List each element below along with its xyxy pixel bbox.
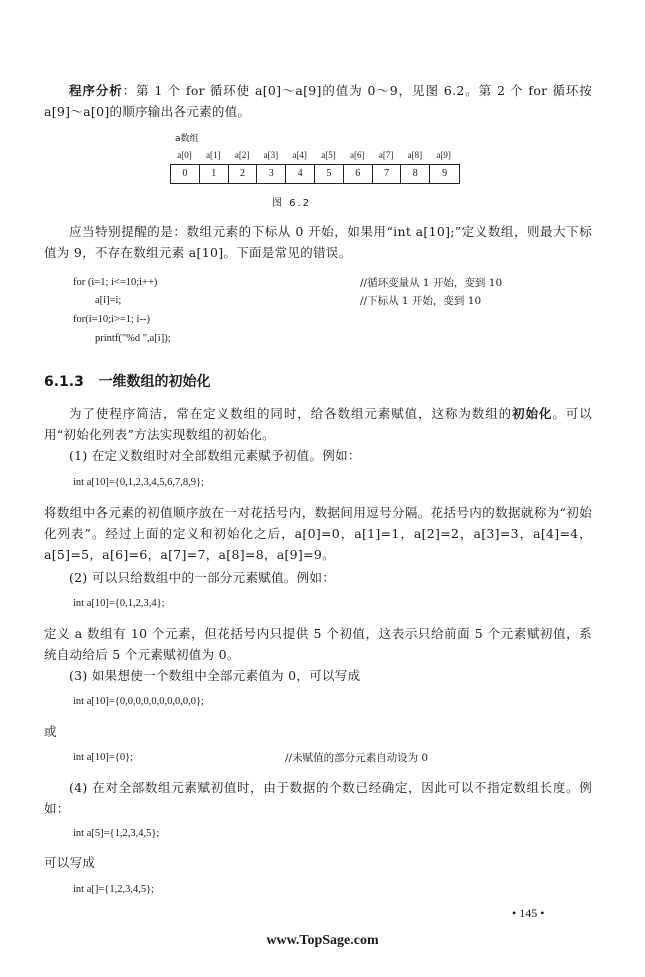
footer-site: www.TopSage.com: [266, 933, 379, 948]
section-title: 一维数组的初始化: [98, 374, 211, 390]
code-line: printf("%d ",a[i]);: [95, 333, 171, 344]
array-cell: 3: [257, 165, 286, 183]
list-item-3: (3) 如果想使一个数组中全部元素值为 0，可以写成: [69, 668, 361, 683]
array-index-label: a[5]: [321, 150, 336, 160]
code-line: int a[5]={1,2,3,4,5};: [73, 828, 160, 839]
array-cell: 6: [344, 165, 373, 183]
list-item-2: (2) 可以只给数组中的一部分元素赋值。例如：: [69, 570, 336, 585]
code-line: for(i=10;i>=1; i--): [73, 314, 150, 325]
intro-after: 。可以用“初始化列表”方法实现数组的初始化。: [44, 406, 592, 442]
intro-bold-term: 初始化: [512, 406, 553, 421]
array-cell: 5: [315, 165, 344, 183]
array-cell: 8: [401, 165, 430, 183]
array-cell: 7: [373, 165, 402, 183]
intro-before: 为了使程序简洁，常在定义数组的同时，给各数组元素赋值，这称为数组的: [69, 406, 513, 421]
section-number: 6.1.3: [44, 374, 84, 390]
array-index-label: a[8]: [407, 150, 423, 160]
list-item-1: (1) 在定义数组时对全部数组元素赋予初值。例如：: [69, 448, 361, 463]
code-comment: //下标从 1 开始，变到 10: [360, 295, 482, 307]
figure-caption: 图 6.2: [272, 198, 312, 209]
array-cell: 1: [200, 165, 229, 183]
code-line: int a[10]={0};: [73, 752, 134, 763]
can-write-text: 可以写成: [44, 855, 96, 870]
paragraph-init-list: 将数组中各元素的初值顺序放在一对花括号内，数据间用逗号分隔。花括号内的数据就称为“初始化列表”。经过上面的定义和初始化之后，a[0]=0，a[1]=1，a[2]=2，a[3]=3，a[4]=4，a[5]=5，a[6]=6，a[7]=7，a[8]=8，a[9]=9。: [44, 505, 592, 562]
array-cell: 9: [442, 168, 448, 179]
array-index-row: [170, 150, 460, 162]
array-index-label: a[9]: [436, 150, 451, 160]
array-index-label: a[2]: [234, 150, 250, 160]
code-line: int a[]={1,2,3,4,5};: [73, 884, 155, 895]
intro-paragraph: [44, 403, 592, 445]
analysis-text: ：第 1 个 for 循环使 a[0]～a[9]的值为 0～9，见图 6.2。第 2 个 for 循环按 a[9]～a[0]的顺序输出各元素的值。: [44, 83, 592, 119]
array-index-label: a[6]: [350, 150, 365, 160]
array-index-label: a[3]: [263, 150, 279, 160]
array-label: a数组: [175, 134, 199, 144]
array-index-label: a[7]: [378, 150, 394, 160]
code-line: int a[10]={0,1,2,3,4};: [73, 598, 165, 609]
code-line: int a[10]={0,0,0,0,0,0,0,0,0,0};: [73, 696, 204, 707]
code-line: int a[10]={0,1,2,3,4,5,6,7,8,9};: [73, 477, 204, 488]
analysis-paragraph: [44, 80, 592, 122]
array-index-label: a[4]: [292, 150, 307, 160]
note-paragraph: 应当特别提醒的是：数组元素的下标从 0 开始，如果用“int a[10];”定义数组，则最大下标值为 9，不存在数组元素 a[10]。下面是常见的错误。: [44, 224, 592, 260]
section-heading: [44, 372, 211, 392]
code-line: for (i=1; i<=10;i++): [73, 277, 158, 288]
or-text: 或: [44, 724, 57, 739]
array-cell: 0: [171, 165, 200, 183]
array-cell: 2: [229, 165, 258, 183]
page-number: • 145 •: [512, 906, 545, 920]
list-item-4: (4) 在对全部数组元素赋初值时，由于数据的个数已经确定，因此可以不指定数组长度。例如：: [44, 780, 592, 816]
code-comment: //未赋值的部分元素自动设为 0: [285, 752, 429, 764]
array-index-label: a[0]: [177, 150, 192, 160]
array-cell: 4: [286, 165, 315, 183]
paragraph-partial-init: 定义 a 数组有 10 个元素，但花括号内只提供 5 个初值，这表示只给前面 5 个元素赋初值，系统自动给后 5 个元素赋初值为 0。: [44, 626, 592, 662]
code-comment: //循环变量从 1 开始，变到 10: [360, 277, 503, 289]
code-line: a[i]=i;: [95, 295, 122, 306]
array-index-label: a[1]: [206, 150, 221, 160]
analysis-label: 程序分析: [69, 83, 123, 98]
array-box: [170, 164, 460, 184]
